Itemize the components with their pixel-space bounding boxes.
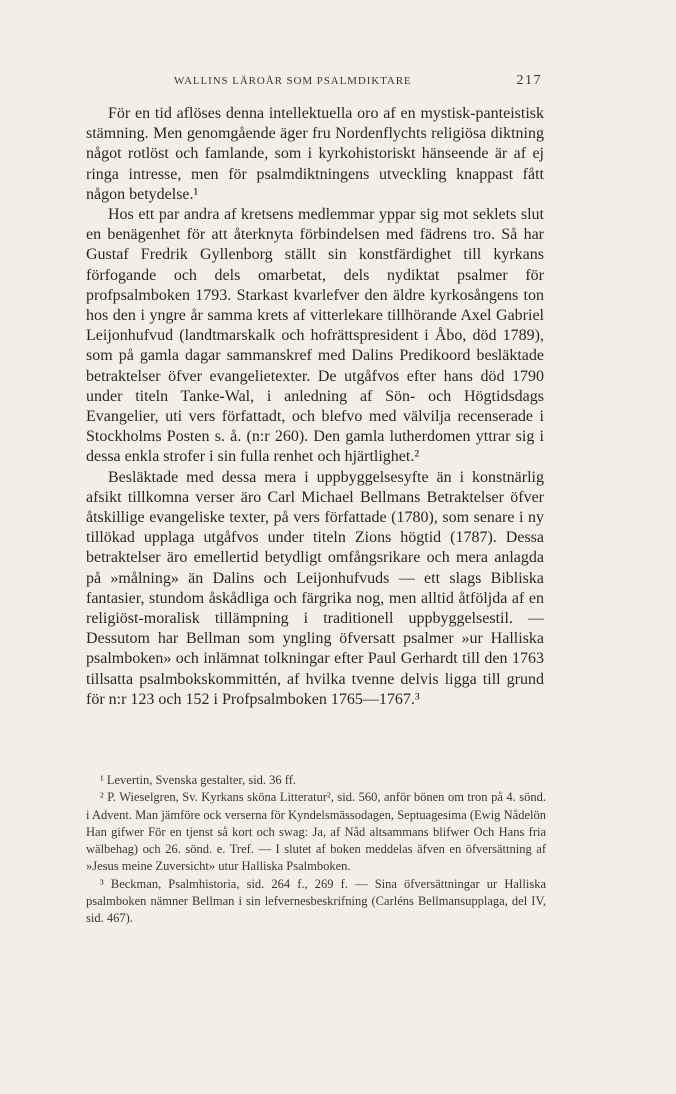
- running-head: WALLINS LÄROÅR SOM PSALMDIKTARE: [174, 75, 412, 87]
- page-header: [86, 73, 542, 93]
- footnote: ² P. Wieselgren, Sv. Kyrkans sköna Litteratur², sid. 560, anför bönen om tron på 4. sönd. i Advent. Man jämföre ock verserna för Kyndelsmässodagen, Septuagesima (Ewig Nådelön Han gifwer För en tjenst så kort och swag: Ja, af Nåd altsammans blifwer Och Hans fria wälbehag) och 26. sönd. e. Tref. — I slutet af boken meddelas äfven en öfversättning af »Jesus meine Zuversicht» utur Halliska Psalmboken.: [86, 790, 546, 874]
- paragraph: För en tid aflöses denna intellektuella oro af en mystisk-panteistisk stämning. Men genomgående äger fru Nordenflychts religiösa diktning något rotlöst och famlande, som i kyrkohistoriskt hänseende är af ej ringa intresse, men för psalmdiktningens utveckling knappast fått någon betydelse.¹: [86, 105, 544, 203]
- footnote: ³ Beckman, Psalmhistoria, sid. 264 f., 269 f. — Sina öfversättningar ur Halliska psalmboken nämner Bellman i sin lefvernesbeskrifning (Carléns Bellmansupplaga, del IV, sid. 467).: [86, 876, 546, 926]
- footnotes: [86, 772, 546, 928]
- body-text: [86, 104, 544, 710]
- paragraph: Hos ett par andra af kretsens medlemmar yppar sig mot seklets slut en benägenhet för att återknyta förbindelsen med fädrens tro. Så har Gustaf Fredrik Gyllenborg ställt sin konstfärdighet till kyrkans förfogande och dels omarbetat, dels nydiktat psalmer för profpsalmboken 1793. Starkast kvarlefver den äldre kyrkosångens ton hos den i yngre år samma krets af vitterlekare tillhörande Axel Gabriel Leijonhufvud (landtmarskalk och hofrättspresident i Åbo, död 1789), som på gamla dagar sammanskref med Dalins Predikoord besläktade betraktelser öfver evangelietexter. De utgåfvos efter hans död 1790 under titeln Tanke-Wal, i anledning af Sön- och Högtidsdags Evangelier, uti vers författadt, och blefvo med välvilja recenserade i Stockholms Posten s. å. (n:r 260). Den gamla lutherdomen yttrar sig i dessa enkla strofer i sin fulla renhet och hjärtlighet.²: [86, 206, 544, 466]
- footnote: ¹ Levertin, Svenska gestalter, sid. 36 ff.: [100, 773, 297, 787]
- paragraph: Besläktade med dessa mera i uppbyggelsesyfte än i konstnärlig afsikt tillkomna verser äro Carl Michael Bellmans Betraktelser öfver åtskillige evangeliske texter, på vers författade (1780), som senare i ny tillökad upplaga utgåfvos under titeln Zions högtid (1787). Dessa betraktelser äro emellertid betydligt omfångsrikare och mera anlagda på »målning» än Dalins och Leijonhufvuds — ett slags Bibliska fantasier, stundom åskådliga och färgrika nog, men alltid åtföljda af en religiöst-moralisk tillämpning i traditionell uppbyggelsestil. — Dessutom har Bellman som yngling öfversatt psalmer »ur Halliska psalmboken» och inlämnat tolkningar efter Paul Gerhardt till den 1763 tillsatta psalmbokskommittén, af hvilka tvenne delvis ligga till grund för n:r 123 och 152 i Profpsalmboken 1765—1767.³: [86, 468, 544, 708]
- page-number: 217: [516, 73, 542, 88]
